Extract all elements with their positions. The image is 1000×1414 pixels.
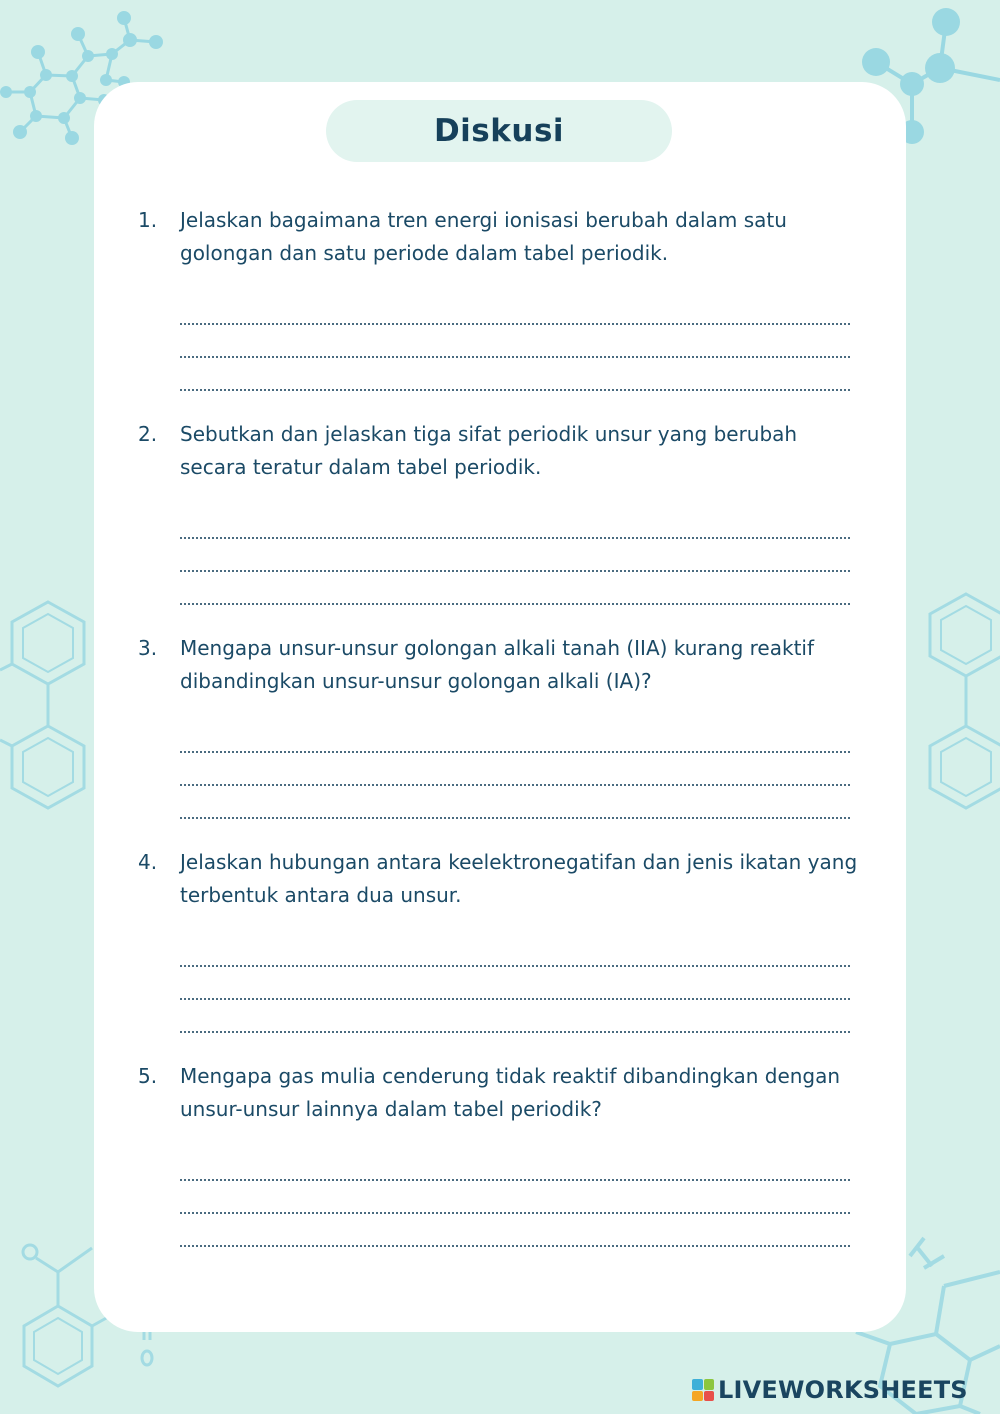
ring-decoration-left <box>0 590 100 830</box>
answer-line[interactable] <box>180 1214 850 1247</box>
answer-line[interactable] <box>180 720 850 753</box>
title-pill <box>326 100 672 162</box>
answer-area-4[interactable] <box>180 934 850 1033</box>
question-4-number: 4. <box>138 850 158 874</box>
question-1 <box>138 204 858 391</box>
answer-line[interactable] <box>180 292 850 325</box>
question-3-row <box>138 632 858 698</box>
answer-line[interactable] <box>180 753 850 786</box>
answer-line[interactable] <box>180 506 850 539</box>
question-5-number: 5. <box>138 1064 158 1088</box>
question-3-text: Mengapa unsur-unsur golongan alkali tanah (IIA) kurang reaktif dibandingkan unsur-unsur golongan alkali (IA)? <box>180 636 815 693</box>
brand-name: LIVEWORKSHEETS <box>718 1376 968 1404</box>
answer-line[interactable] <box>180 358 850 391</box>
question-4-text: Jelaskan hubungan antara keelektronegatifan dan jenis ikatan yang terbentuk antara dua unsur. <box>180 850 858 907</box>
ring-decoration-right <box>910 590 1000 830</box>
answer-line[interactable] <box>180 967 850 1000</box>
question-2-row <box>138 418 858 484</box>
question-1-number: 1. <box>138 208 158 232</box>
answer-line[interactable] <box>180 1000 850 1033</box>
answer-line[interactable] <box>180 1181 850 1214</box>
question-1-row <box>138 204 858 270</box>
page-title: Diskusi <box>433 113 565 149</box>
liveworksheets-logo[interactable] <box>692 1376 968 1404</box>
answer-line[interactable] <box>180 934 850 967</box>
question-1-text: Jelaskan bagaimana tren energi ionisasi berubah dalam satu golongan dan satu periode dalam tabel periodik. <box>180 208 787 265</box>
answer-line[interactable] <box>180 325 850 358</box>
question-2 <box>138 418 858 605</box>
answer-line[interactable] <box>180 572 850 605</box>
question-5 <box>138 1060 858 1247</box>
answer-area-2[interactable] <box>180 506 850 605</box>
worksheet-card <box>94 82 906 1332</box>
answer-area-3[interactable] <box>180 720 850 819</box>
question-3 <box>138 632 858 819</box>
answer-line[interactable] <box>180 786 850 819</box>
answer-line[interactable] <box>180 539 850 572</box>
question-4-row <box>138 846 858 912</box>
answer-area-1[interactable] <box>180 292 850 391</box>
question-2-text: Sebutkan dan jelaskan tiga sifat periodik unsur yang berubah secara teratur dalam tabel periodik. <box>180 422 798 479</box>
question-5-text: Mengapa gas mulia cenderung tidak reaktif dibandingkan dengan unsur-unsur lainnya dalam tabel periodik? <box>180 1064 841 1121</box>
question-4 <box>138 846 858 1033</box>
answer-line[interactable] <box>180 1148 850 1181</box>
answer-area-5[interactable] <box>180 1148 850 1247</box>
liveworksheets-logo-icon <box>692 1379 714 1401</box>
question-5-row <box>138 1060 858 1126</box>
question-2-number: 2. <box>138 422 158 446</box>
question-3-number: 3. <box>138 636 158 660</box>
